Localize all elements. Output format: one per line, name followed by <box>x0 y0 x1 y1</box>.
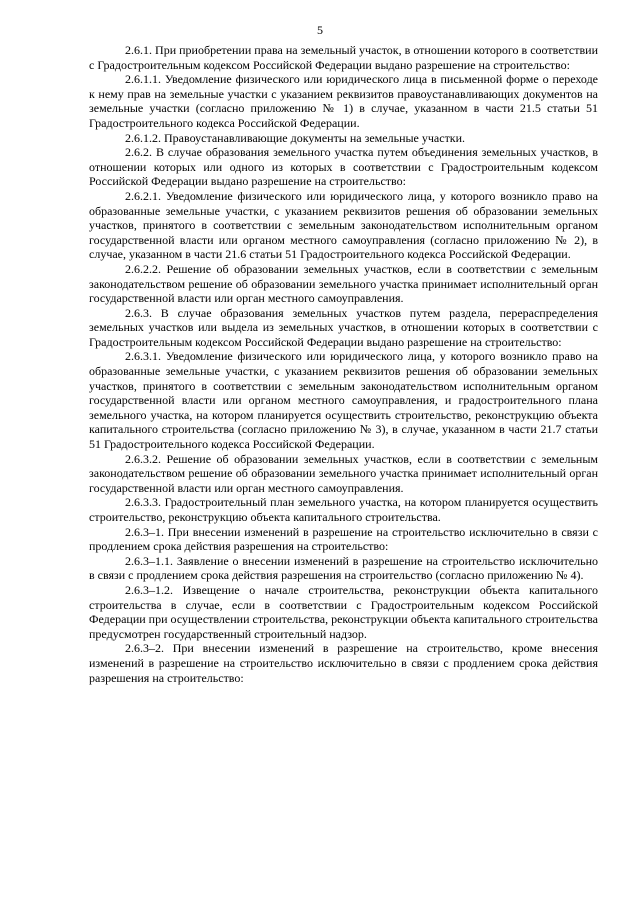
paragraph-2-6-3-dash-1-1: 2.6.3–1.1. Заявление о внесении изменений в разрешение на строительство исключительно в связи с продлением срока действия разрешения на строительство (согласно приложению № 4). <box>89 553 598 583</box>
paragraph-2-6-3-2: 2.6.3.2. Решение об образовании земельных участков, если в соответствии с земельным законодательством решение об образовании земельного участка принимает исполнительный орган государственной власти или орган местного самоуправления. <box>89 451 598 495</box>
paragraph-2-6-3-3: 2.6.3.3. Градостроительный план земельного участка, на котором планируется осуществить строительство, реконструкцию объекта капитального строительства. <box>89 495 598 524</box>
page-content <box>89 43 598 685</box>
paragraph-2-6-3-dash-1: 2.6.3–1. При внесении изменений в разрешение на строительство исключительно в связи с продлением срока действия разрешения на строительство: <box>89 524 598 554</box>
paragraph-2-6-2-2: 2.6.2.2. Решение об образовании земельных участков, если в соответствии с земельным законодательством решение об образовании земельного участка принимает исполнительный орган государственной власти или орган местного самоуправления. <box>89 261 598 306</box>
paragraph-2-6-3-1: 2.6.3.1. Уведомление физического или юридического лица, у которого возникло право на образованные земельные участки, с указанием реквизитов решения об образовании земельных участков, принятого в соответствии с земельным законодательством исполнительным органом государственной власти или органом местного самоуправления, и градостроительного плана земельного участка, на котором планируется осуществить строительство, реконструкцию объекта капитального строительства (согласно приложению № 3), в случае, указанном в части 21.7 статьи 51 Градостроительного кодекса Российской Федерации. <box>89 349 598 452</box>
paragraph-2-6-3-dash-1-2: 2.6.3–1.2. Извещение о начале строительства, реконструкции объекта капитального строительства в случае, если в соответствии с Градостроительным кодексом Российской Федерации при осуществлении строительства, реконструкции объекта капитального строительства предусмотрен государственный строительный надзор. <box>89 582 598 641</box>
paragraph-2-6-1-1: 2.6.1.1. Уведомление физического или юридического лица в письменной форме о переходе к нему прав на земельные участки с указанием реквизитов правоустанавливающих документов на земельные участки (согласно приложению № 1) в случае, указанном в части 21.5 статьи 51 Градостроительного кодекса Российской Федерации. <box>89 72 598 130</box>
paragraph-2-6-2: 2.6.2. В случае образования земельного участка путем объединения земельных участков, в отношении которых или одного из которых в соответствии с Градостроительным кодексом Российской Федерации выдано разрешение на строительство: <box>89 145 598 189</box>
paragraph-2-6-1-2: 2.6.1.2. Правоустанавливающие документы на земельные участки. <box>125 130 466 145</box>
paragraph-2-6-1: 2.6.1. При приобретении права на земельный участок, в отношении которого в соответствии с Градостроительным кодексом Российской Федерации выдано разрешение на строительство: <box>89 43 598 72</box>
paragraph-2-6-3: 2.6.3. В случае образования земельных участков путем раздела, перераспределения земельных участков или выдела из земельных участков, в отношении которых в соответствии с Градостроительным кодексом Российской Федерации выдано разрешение на строительство: <box>89 305 598 349</box>
page-number: 5 <box>317 23 323 37</box>
paragraph-2-6-2-1: 2.6.2.1. Уведомление физического или юридического лица, у которого возникло право на образованные земельные участки, с указанием реквизитов решения об образовании земельных участков, принятого в соответствии с земельным законодательством исполнительным органом государственной власти или органом местного самоуправления (согласно приложению № 2), в случае, указанном в части 21.6 статьи 51 Градостроительного кодекса Российской Федерации. <box>89 188 598 262</box>
paragraph-2-6-3-dash-2: 2.6.3–2. При внесении изменений в разрешение на строительство, кроме внесения изменений в разрешение на строительство исключительно в связи с продлением срока действия разрешения на строительство: <box>89 641 598 685</box>
